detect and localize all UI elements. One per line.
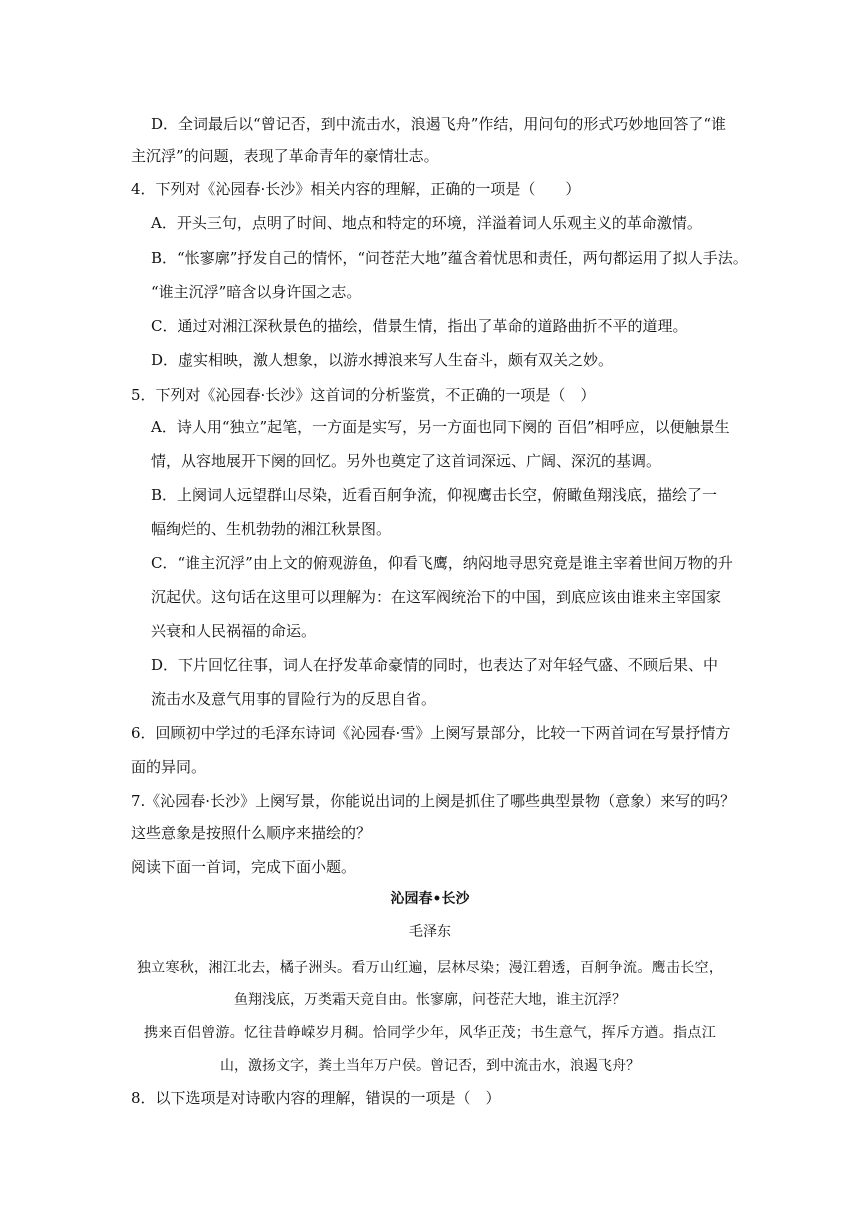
q5-option-d-line1: D．下片回忆往事，词人在抒发革命豪情的同时，也表达了对年轻气盛、不顾后果、中 (151, 656, 719, 674)
q5-option-c-line1: C．“谁主沉浮”由上文的俯观游鱼，仰看飞鹰，纳闷地寻思究竟是谁主宰着世间万物的升 (151, 554, 733, 572)
poem-line-4: 山，激扬文字，粪土当年万户侯。曾记否，到中流击水，浪遏飞舟？ (220, 1058, 640, 1074)
q6-line1: 6．回顾初中学过的毛泽东诗词《沁园春·雪》上阕写景部分，比较一下两首词在写景抒情方 (131, 724, 731, 742)
q4-stem: 4．下列对《沁园春·长沙》相关内容的理解，正确的一项是（ ） (131, 180, 581, 198)
q6-line2: 面的异同。 (131, 758, 207, 776)
q8-stem: 8．以下选项是对诗歌内容的理解，错误的一项是（ ） (131, 1089, 501, 1107)
q4-option-b-line1: B．“怅寥廓”抒发自己的情怀，“问苍茫大地”蕴含着忧思和责任，两句都运用了拟人手法。 (151, 249, 748, 267)
q7-line1: 7.《沁园春·长沙》上阕写景，你能说出词的上阕是抓住了哪些典型景物（意象）来写的吗？ (131, 792, 736, 810)
q5-option-a-line2: 情，从容地展开下阕的回忆。另外也奠定了这首词深远、广阔、深沉的基调。 (151, 452, 662, 470)
q3-option-d-line2: 主沉浮”的问题，表现了革命青年的豪情壮志。 (131, 147, 439, 165)
poem-title: 沁园春•长沙 (390, 891, 470, 907)
poem-line-1: 独立寒秋，湘江北去，橘子洲头。看万山红遍，层林尽染；漫江碧透，百舸争流。鹰击长空， (136, 960, 724, 976)
q4-option-c: C．通过对湘江深秋景色的描绘，借景生情，指出了革命的道路曲折不平的道理。 (151, 317, 688, 335)
q4-option-d: D．虚实相映，激人想象，以游水搏浪来写人生奋斗，颇有双关之妙。 (151, 351, 614, 369)
reading-instruction: 阅读下面一首词，完成下面小题。 (131, 858, 357, 876)
poem-author: 毛泽东 (409, 924, 451, 940)
q3-option-d-line1: D．全词最后以“曾记否，到中流击水，浪遏飞舟”作结，用问句的形式巧妙地回答了“谁 (151, 115, 727, 133)
q5-option-c-line2: 沉起伏。这句话在这里可以理解为：在这军阀统治下的中国，到底应该由谁来主宰国家 (151, 588, 722, 606)
poem-line-3: 携来百侣曾游。忆往昔峥嵘岁月稠。恰同学少年，风华正茂；书生意气，挥斥方遒。指点江 (144, 1025, 716, 1041)
q5-stem: 5．下列对《沁园春·长沙》这首词的分析鉴赏，不正确的一项是（ ） (131, 386, 596, 404)
q5-option-a-line1: A．诗人用“独立”起笔，一方面是实写，另一方面也同下阕的 百侣”相呼应，以便触景生 (151, 418, 730, 436)
q7-line2: 这些意象是按照什么顺序来描绘的？ (131, 824, 372, 842)
q5-option-d-line2: 流击水及意气用事的冒险行为的反思自省。 (151, 690, 437, 708)
q5-option-b-line1: B．上阕词人远望群山尽染，近看百舸争流，仰视鹰击长空，俯瞰鱼翔浅底，描绘了一 (151, 486, 718, 504)
q4-option-a: A．开头三句，点明了时间、地点和特定的环境，洋溢着词人乐观主义的革命激情。 (151, 214, 702, 232)
q5-option-b-line2: 幅绚烂的、生机勃勃的湘江秋景图。 (151, 520, 392, 538)
q5-option-c-line3: 兴衰和人民祸福的命运。 (151, 622, 317, 640)
poem-line-2: 鱼翔浅底，万类霜天竞自由。怅寥廓，问苍茫大地，谁主沉浮？ (234, 992, 626, 1008)
q4-option-b-line2: “谁主沉浮”暗含以身许国之志。 (151, 283, 362, 301)
